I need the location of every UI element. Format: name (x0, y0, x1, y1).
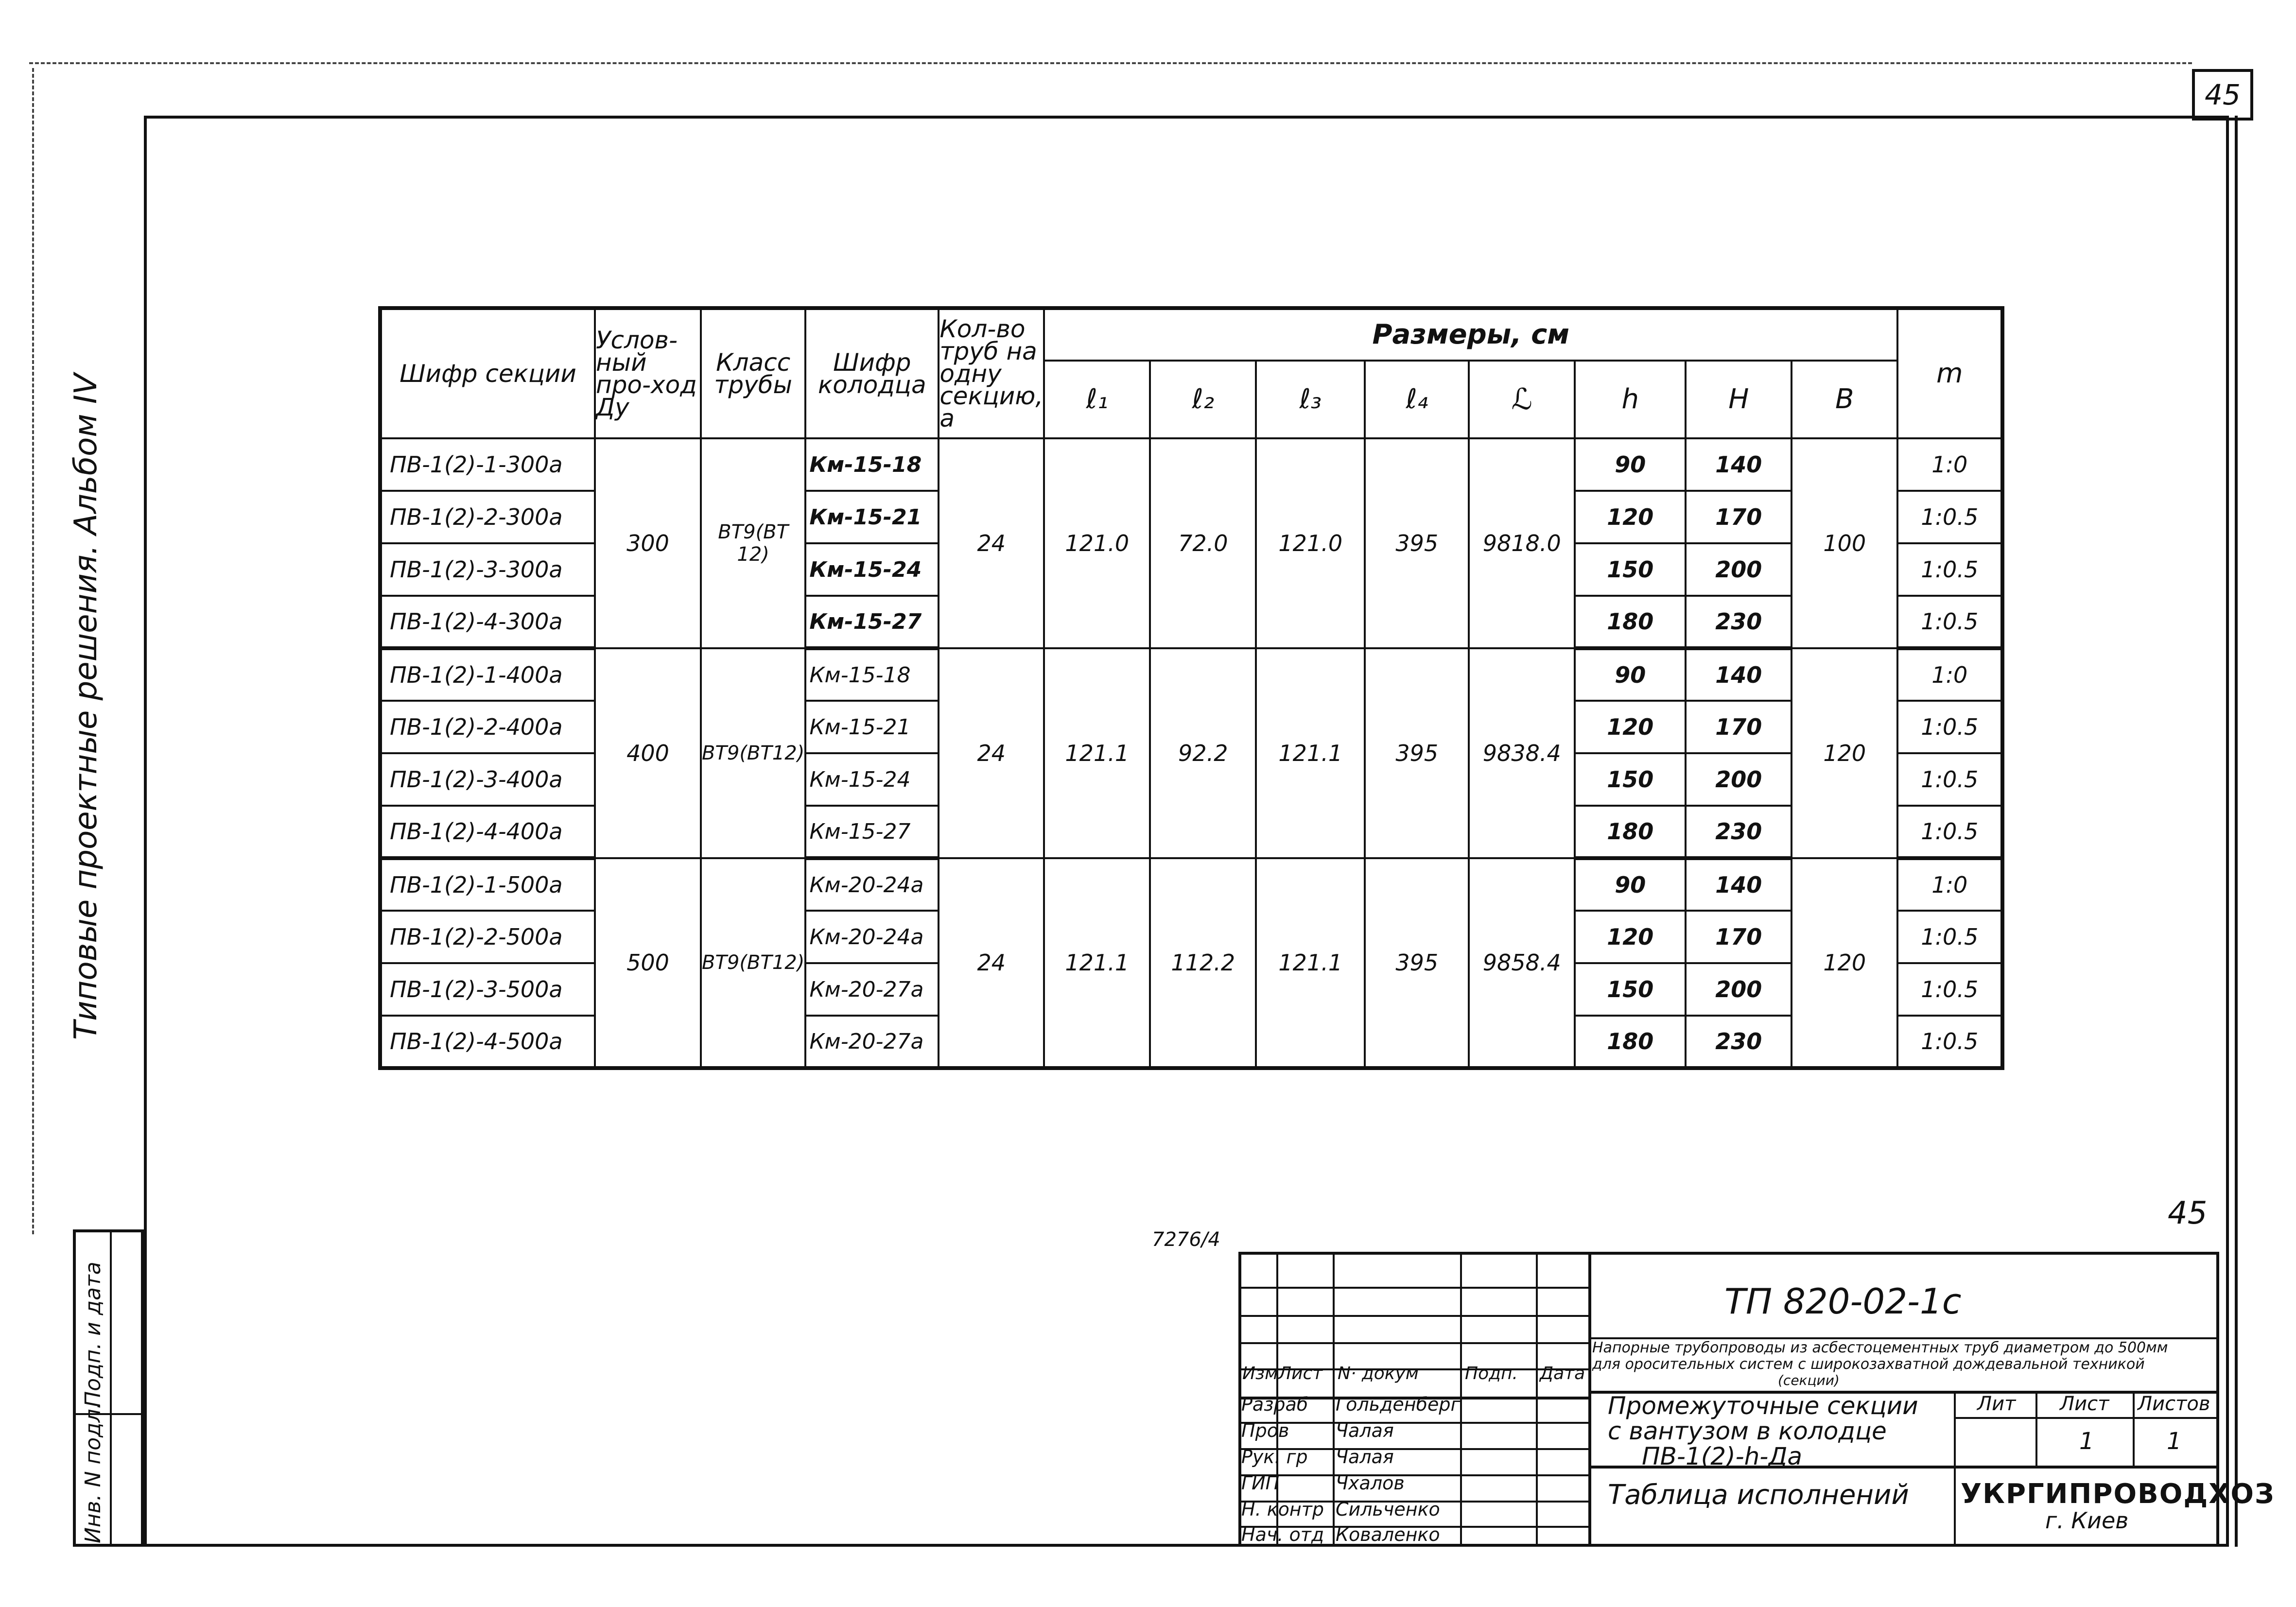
h-value: 120 (1575, 491, 1686, 543)
l3-value: 121.0 (1256, 438, 1365, 648)
header-L: ℒ (1469, 361, 1575, 438)
l2-value: 112.2 (1150, 858, 1256, 1068)
H-value: 230 (1686, 596, 1792, 648)
header-H: H (1686, 361, 1792, 438)
section-code: ПВ-1(2)-2-400а (380, 701, 595, 753)
sheet-label: Лист (2060, 1393, 2109, 1415)
tb-grid (1238, 1315, 1588, 1317)
B-value: 120 (1792, 858, 1897, 1068)
H-value: 200 (1686, 753, 1792, 806)
h-value: 150 (1575, 543, 1686, 596)
role-label: Разраб (1241, 1394, 1308, 1415)
h-value: 180 (1575, 1016, 1686, 1068)
role-name: Гольденберг (1336, 1394, 1461, 1415)
H-value: 140 (1686, 648, 1792, 701)
tb-grid (2035, 1391, 2037, 1466)
section-code: ПВ-1(2)-1-400а (380, 648, 595, 701)
left-stamp-divider (110, 1232, 112, 1544)
section-code: ПВ-1(2)-2-500а (380, 911, 595, 963)
l4-value: 395 (1365, 648, 1469, 858)
col-date: Дата (1540, 1364, 1585, 1383)
document-code: ТП 820-02-1с (1724, 1281, 1962, 1322)
table-title: Таблица исполнений (1608, 1479, 1909, 1511)
sheets-value: 1 (2167, 1428, 2182, 1455)
top-trim-line (29, 62, 2192, 64)
well-code: Км-20-24а (805, 858, 939, 911)
m-value: 1:0.5 (1897, 543, 2002, 596)
role-label: Нач. отд (1241, 1524, 1324, 1545)
h-value: 150 (1575, 963, 1686, 1016)
sheet-value: 1 (2079, 1428, 2094, 1455)
m-value: 1:0.5 (1897, 806, 2002, 858)
organization-city: г. Киев (2045, 1507, 2129, 1534)
pipes-per-section: 24 (939, 858, 1044, 1068)
col-izm: Изм (1242, 1364, 1278, 1383)
m-value: 1:0 (1897, 438, 2002, 491)
L-value: 9858.4 (1469, 858, 1575, 1068)
B-value: 100 (1792, 438, 1897, 648)
tb-grid (1238, 1422, 1588, 1424)
sheet-title-line-2: с вантузом в колодце (1608, 1417, 1887, 1445)
header-B: B (1792, 361, 1897, 438)
role-label: Пров (1241, 1420, 1289, 1441)
H-value: 140 (1686, 438, 1792, 491)
l2-value: 72.0 (1150, 438, 1256, 648)
m-value: 1:0.5 (1897, 491, 2002, 543)
role-name: Чалая (1336, 1420, 1394, 1441)
header-nominal-bore: Услов-ный про-ход Ду (595, 308, 701, 438)
l3-value: 121.1 (1256, 858, 1365, 1068)
L-value: 9838.4 (1469, 648, 1575, 858)
m-value: 1:0.5 (1897, 963, 2002, 1016)
role-name: Коваленко (1336, 1524, 1440, 1545)
sign-date-label: Подп. и дата (81, 1261, 105, 1407)
l1-value: 121.1 (1044, 648, 1150, 858)
album-side-title: Типовые проектные решения. Альбом IV (68, 373, 104, 1040)
l2-value: 92.2 (1150, 648, 1256, 858)
section-code: ПВ-1(2)-3-500а (380, 963, 595, 1016)
H-value: 170 (1686, 701, 1792, 753)
left-stamp (73, 1229, 144, 1547)
L-value: 9818.0 (1469, 438, 1575, 648)
well-code: Км-15-24 (805, 753, 939, 806)
project-line-2: для оросительных систем с широкозахватной дождевальной техникой (1592, 1356, 2145, 1373)
m-value: 1:0 (1897, 648, 2002, 701)
pipe-class: ВТ9(ВТ12) (701, 648, 805, 858)
header-l4: ℓ₄ (1365, 361, 1469, 438)
H-value: 170 (1686, 911, 1792, 963)
l1-value: 121.1 (1044, 858, 1150, 1068)
tb-grid (1238, 1287, 1588, 1289)
well-code: Км-20-27а (805, 1016, 939, 1068)
tb-grid (1954, 1417, 2219, 1419)
inventory-number-label: Инв. N подл. (81, 1402, 105, 1543)
tb-grid (2133, 1391, 2135, 1466)
h-value: 120 (1575, 911, 1686, 963)
well-code: Км-15-27 (805, 596, 939, 648)
project-line-3: (секции) (1778, 1372, 1840, 1388)
left-trim-line (32, 68, 34, 1234)
l3-value: 121.1 (1256, 648, 1365, 858)
m-value: 1:0.5 (1897, 596, 2002, 648)
H-value: 230 (1686, 1016, 1792, 1068)
well-code: Км-15-21 (805, 701, 939, 753)
well-code: Км-15-21 (805, 491, 939, 543)
H-value: 200 (1686, 963, 1792, 1016)
role-label: ГИП (1241, 1472, 1280, 1494)
lit-label: Лит (1977, 1393, 2016, 1415)
section-code: ПВ-1(2)-3-300а (380, 543, 595, 596)
H-value: 200 (1686, 543, 1792, 596)
section-code: ПВ-1(2)-4-300а (380, 596, 595, 648)
h-value: 90 (1575, 438, 1686, 491)
tb-grid (1588, 1252, 1591, 1547)
sheet-number (2192, 69, 2253, 121)
col-sign: Подп. (1465, 1364, 1518, 1383)
pipe-class: ВТ9(ВТ 12) (701, 438, 805, 648)
m-value: 1:0.5 (1897, 753, 2002, 806)
header-section-code: Шифр секции (380, 308, 595, 438)
H-value: 170 (1686, 491, 1792, 543)
l1-value: 121.0 (1044, 438, 1150, 648)
section-code: ПВ-1(2)-4-500а (380, 1016, 595, 1068)
header-well-code: Шифр колодца (805, 308, 939, 438)
col-list: Лист (1278, 1364, 1323, 1383)
sheet-number-text: 45 (2205, 78, 2241, 111)
well-code: Км-15-27 (805, 806, 939, 858)
h-value: 150 (1575, 753, 1686, 806)
tb-border (1238, 1252, 2219, 1255)
m-value: 1:0.5 (1897, 1016, 2002, 1068)
well-code: Км-20-27а (805, 963, 939, 1016)
H-value: 230 (1686, 806, 1792, 858)
m-value: 1:0.5 (1897, 911, 2002, 963)
m-value: 1:0 (1897, 858, 2002, 911)
h-value: 90 (1575, 858, 1686, 911)
sheets-label: Листов (2138, 1393, 2210, 1415)
header-l3: ℓ₃ (1256, 361, 1365, 438)
role-name: Сильченко (1336, 1499, 1440, 1520)
well-code: Км-15-24 (805, 543, 939, 596)
nominal-bore: 300 (595, 438, 701, 648)
well-code: Км-15-18 (805, 438, 939, 491)
section-code: ПВ-1(2)-2-300а (380, 491, 595, 543)
m-value: 1:0.5 (1897, 701, 2002, 753)
h-value: 90 (1575, 648, 1686, 701)
h-value: 180 (1575, 596, 1686, 648)
H-value: 140 (1686, 858, 1792, 911)
h-value: 180 (1575, 806, 1686, 858)
role-name: Чалая (1336, 1446, 1394, 1468)
pipe-class: ВТ9(ВТ12) (701, 858, 805, 1068)
sheet-title-line-1: Промежуточные секции (1608, 1392, 1918, 1420)
well-code: Км-20-24а (805, 911, 939, 963)
well-code: Км-15-18 (805, 648, 939, 701)
section-code: ПВ-1(2)-3-400а (380, 753, 595, 806)
tb-grid (1238, 1474, 1588, 1476)
section-code: ПВ-1(2)-1-300а (380, 438, 595, 491)
header-dimensions: Размеры, см (1044, 308, 1897, 361)
B-value: 120 (1792, 648, 1897, 858)
header-h: h (1575, 361, 1686, 438)
section-code: ПВ-1(2)-1-500а (380, 858, 595, 911)
title-block (1238, 1252, 2275, 1547)
col-doc: N· докум (1338, 1364, 1419, 1383)
nominal-bore: 500 (595, 858, 701, 1068)
pipes-per-section: 24 (939, 438, 1044, 648)
l4-value: 395 (1365, 438, 1469, 648)
h-value: 120 (1575, 701, 1686, 753)
frame-right-edge (2235, 116, 2238, 1547)
page-number: 45 (2168, 1195, 2208, 1231)
header-l1: ℓ₁ (1044, 361, 1150, 438)
role-name: Чхалов (1336, 1472, 1405, 1494)
tb-grid (1238, 1342, 1588, 1344)
sheet-title-line-3: ПВ-1(2)-h-Да (1642, 1442, 1803, 1470)
header-pipe-class: Класс трубы (701, 308, 805, 438)
role-label: Рук. гр (1241, 1446, 1308, 1468)
execution-table (378, 306, 2004, 1070)
project-line-1: Напорные трубопроводы из асбестоцементных труб диаметром до 500мм (1592, 1339, 2168, 1356)
tb-grid (1954, 1391, 1956, 1547)
l4-value: 395 (1365, 858, 1469, 1068)
role-label: Н. контр (1241, 1499, 1324, 1520)
header-m: m (1897, 308, 2002, 438)
organization-name: УКРГИПРОВОДХОЗ (1961, 1478, 2275, 1510)
drawing-reference: 7276/4 (1152, 1228, 1220, 1251)
pipes-per-section: 24 (939, 648, 1044, 858)
header-pipes-per-section: Кол-во труб на одну секцию, а (939, 308, 1044, 438)
section-code: ПВ-1(2)-4-400а (380, 806, 595, 858)
header-l2: ℓ₂ (1150, 361, 1256, 438)
nominal-bore: 400 (595, 648, 701, 858)
